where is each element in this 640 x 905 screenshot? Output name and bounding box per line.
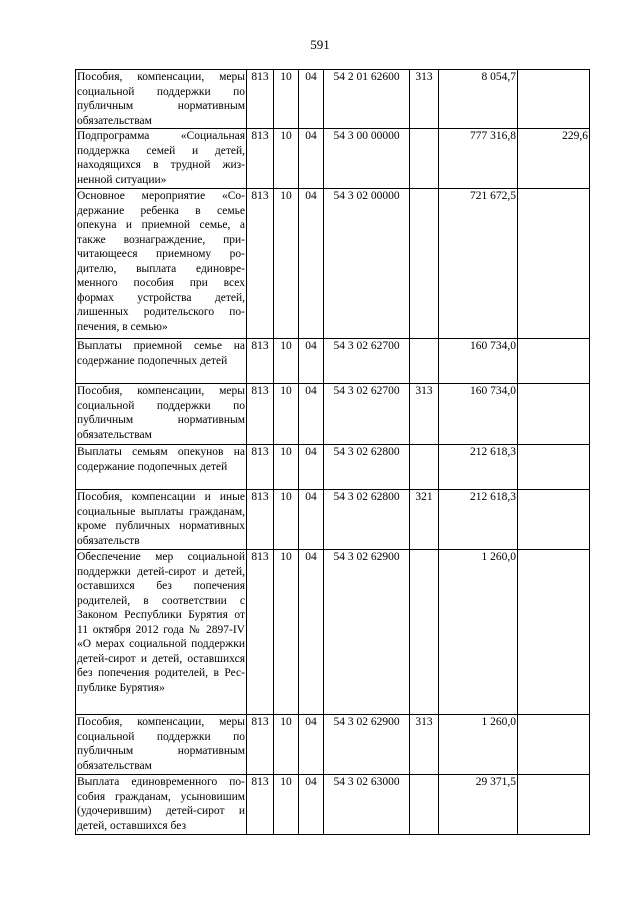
ministry-code: 813 xyxy=(247,715,274,775)
sum-2 xyxy=(518,715,590,775)
target-code: 54 3 00 00000 xyxy=(324,129,410,189)
row-name: Пособия, компенсации, меры социальной поддержки по публичным нормативным обязательствам xyxy=(76,384,247,445)
section-code: 10 xyxy=(274,550,299,715)
table-row xyxy=(76,129,590,189)
section-code: 10 xyxy=(274,129,299,189)
sum-1: 212 618,3 xyxy=(439,445,518,490)
expense-type-code: 313 xyxy=(410,70,439,129)
table-row xyxy=(76,70,590,129)
sum-2 xyxy=(518,445,590,490)
table-row xyxy=(76,775,590,835)
target-code: 54 3 02 62800 xyxy=(324,490,410,550)
table-row xyxy=(76,384,590,445)
sum-1: 212 618,3 xyxy=(439,490,518,550)
target-code: 54 3 02 62800 xyxy=(324,445,410,490)
ministry-code: 813 xyxy=(247,339,274,384)
sum-1: 160 734,0 xyxy=(439,339,518,384)
sum-1: 29 371,5 xyxy=(439,775,518,835)
subsection-code: 04 xyxy=(299,339,324,384)
ministry-code: 813 xyxy=(247,189,274,339)
subsection-code: 04 xyxy=(299,189,324,339)
sum-1: 8 054,7 xyxy=(439,70,518,129)
subsection-code: 04 xyxy=(299,490,324,550)
ministry-code: 813 xyxy=(247,445,274,490)
sum-2: 229,6 xyxy=(518,129,590,189)
section-code: 10 xyxy=(274,189,299,339)
expense-type-code xyxy=(410,775,439,835)
ministry-code: 813 xyxy=(247,384,274,445)
ministry-code: 813 xyxy=(247,70,274,129)
ministry-code: 813 xyxy=(247,129,274,189)
table-row xyxy=(76,490,590,550)
sum-2 xyxy=(518,490,590,550)
table-row xyxy=(76,445,590,490)
page-number: 591 xyxy=(310,37,330,52)
subsection-code: 04 xyxy=(299,445,324,490)
row-name: Пособия, компенсации и иные социальные выплаты гражданам, кроме публичных нормативных обязательств xyxy=(76,490,247,550)
sum-2 xyxy=(518,189,590,339)
target-code: 54 2 01 62600 xyxy=(324,70,410,129)
sum-1: 777 316,8 xyxy=(439,129,518,189)
section-code: 10 xyxy=(274,445,299,490)
section-code: 10 xyxy=(274,70,299,129)
target-code: 54 3 02 62700 xyxy=(324,339,410,384)
expense-type-code xyxy=(410,550,439,715)
target-code: 54 3 02 62700 xyxy=(324,384,410,445)
subsection-code: 04 xyxy=(299,129,324,189)
sum-2 xyxy=(518,550,590,715)
table-row xyxy=(76,550,590,715)
target-code: 54 3 02 00000 xyxy=(324,189,410,339)
table-row xyxy=(76,339,590,384)
row-name: Подпрограмма «Социальная поддержка семей и детей, находящихся в трудной жизненной ситуации» xyxy=(76,129,247,189)
sum-1: 721 672,5 xyxy=(439,189,518,339)
ministry-code: 813 xyxy=(247,490,274,550)
row-name: Выплата единовременного пособия гражданам, усыновишим (удочерившим) детей-сирот и детей, оставшихся без xyxy=(76,775,247,835)
sum-1: 160 734,0 xyxy=(439,384,518,445)
sum-1: 1 260,0 xyxy=(439,550,518,715)
section-code: 10 xyxy=(274,775,299,835)
section-code: 10 xyxy=(274,339,299,384)
target-code: 54 3 02 63000 xyxy=(324,775,410,835)
row-name: Выплаты семьям опекунов на содержание подопечных детей xyxy=(76,445,247,490)
target-code: 54 3 02 62900 xyxy=(324,550,410,715)
subsection-code: 04 xyxy=(299,70,324,129)
subsection-code: 04 xyxy=(299,715,324,775)
expense-type-code: 321 xyxy=(410,490,439,550)
expense-type-code xyxy=(410,129,439,189)
sum-2 xyxy=(518,339,590,384)
row-name: Обеспечение мер социальной поддержки детей-сирот и детей, оставшихся без попечения родителей, в соответствии с Законом Республики Бурятия от 11 октября 2012 года № 2897-IV «О мерах социальной поддержки детей-сирот и детей, оставшихся без попечения родителей, в Республике Бурятия» xyxy=(76,550,247,715)
section-code: 10 xyxy=(274,384,299,445)
expense-type-code xyxy=(410,445,439,490)
subsection-code: 04 xyxy=(299,550,324,715)
table-row xyxy=(76,189,590,339)
row-name: Пособия, компенсации, меры социальной поддержки по публичным нормативным обязательствам xyxy=(76,715,247,775)
subsection-code: 04 xyxy=(299,775,324,835)
expense-type-code: 313 xyxy=(410,715,439,775)
sum-2 xyxy=(518,384,590,445)
row-name: Выплаты приемной семье на содержание подопечных детей xyxy=(76,339,247,384)
section-code: 10 xyxy=(274,490,299,550)
sum-2 xyxy=(518,775,590,835)
section-code: 10 xyxy=(274,715,299,775)
table-row xyxy=(76,715,590,775)
subsection-code: 04 xyxy=(299,384,324,445)
expense-type-code xyxy=(410,189,439,339)
expense-type-code: 313 xyxy=(410,384,439,445)
budget-table xyxy=(75,69,590,835)
ministry-code: 813 xyxy=(247,550,274,715)
target-code: 54 3 02 62900 xyxy=(324,715,410,775)
sum-1: 1 260,0 xyxy=(439,715,518,775)
sum-2 xyxy=(518,70,590,129)
ministry-code: 813 xyxy=(247,775,274,835)
expense-type-code xyxy=(410,339,439,384)
row-name: Основное мероприятие «Содержание ребенка в семье опекуна и приемной семье, а также вознаграждение, причитающееся приемному родителю, выплата единовременного пособия при всех формах устройства детей, лишенных родительского попечения, в семью» xyxy=(76,189,247,339)
row-name: Пособия, компенсации, меры социальной поддержки по публичным нормативным обязательствам xyxy=(77,71,245,127)
